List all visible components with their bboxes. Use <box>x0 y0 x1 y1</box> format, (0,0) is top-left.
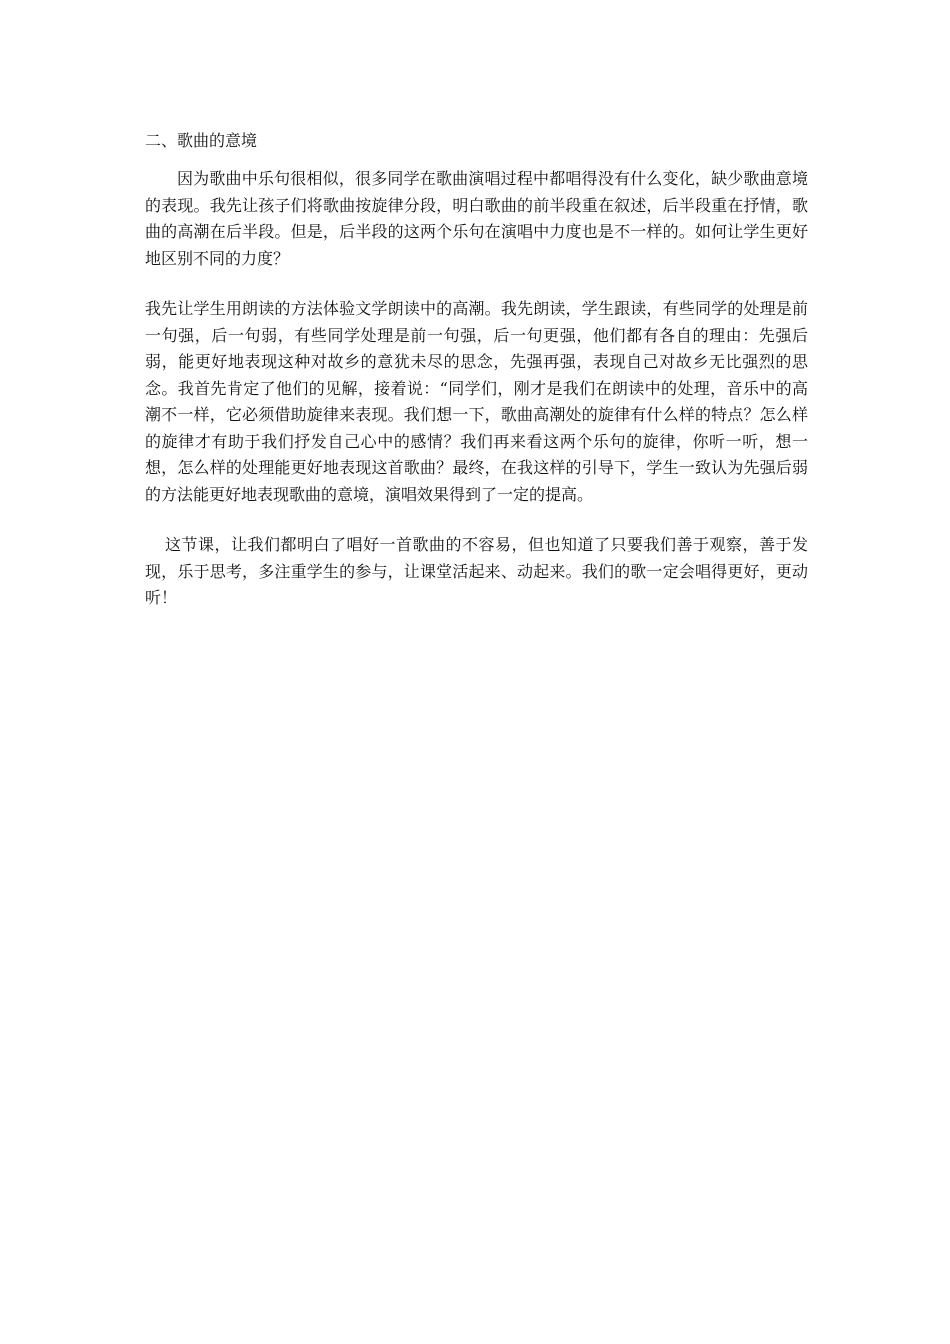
paragraph-2: 我先让学生用朗读的方法体验文学朗读中的高潮。我先朗读，学生跟读，有些同学的处理是前一句强，后一句弱，有些同学处理是前一句强，后一句更强，他们都有各自的理由：先强后弱，能更好地表现这种对故乡的意犹未尽的思念，先强再强，表现自己对故乡无比强烈的思念。我首先肯定了他们的见解，接着说：“同学们，刚才是我们在朗读中的处理，音乐中的高潮不一样，它必须借助旋律来表现。我们想一下，歌曲高潮处的旋律有什么样的特点？怎么样的旋律才有助于我们抒发自己心中的感情？我们再来看这两个乐句的旋律，你听一听，想一想，怎么样的处理能更好地表现这首歌曲？最终，在我这样的引导下，学生一致认为先强后弱的方法能更好地表现歌曲的意境，演唱效果得到了一定的提高。 <box>145 299 808 504</box>
section-heading: 二、歌曲的意境 <box>145 131 258 150</box>
document-body <box>145 128 808 612</box>
paragraph-3: 这节课，让我们都明白了唱好一首歌曲的不容易，但也知道了只要我们善于观察，善于发现，乐于思考，多注重学生的参与，让课堂活起来、动起来。我们的歌一定会唱得更好，更动听！ <box>145 535 808 607</box>
paragraph-1: 因为歌曲中乐句很相似，很多同学在歌曲演唱过程中都唱得没有什么变化，缺少歌曲意境的表现。我先让孩子们将歌曲按旋律分段，明白歌曲的前半段重在叙述，后半段重在抒情，歌曲的高潮在后半段。但是，后半段的这两个乐句在演唱中力度也是不一样的。如何让学生更好地区别不同的力度？ <box>145 169 808 268</box>
